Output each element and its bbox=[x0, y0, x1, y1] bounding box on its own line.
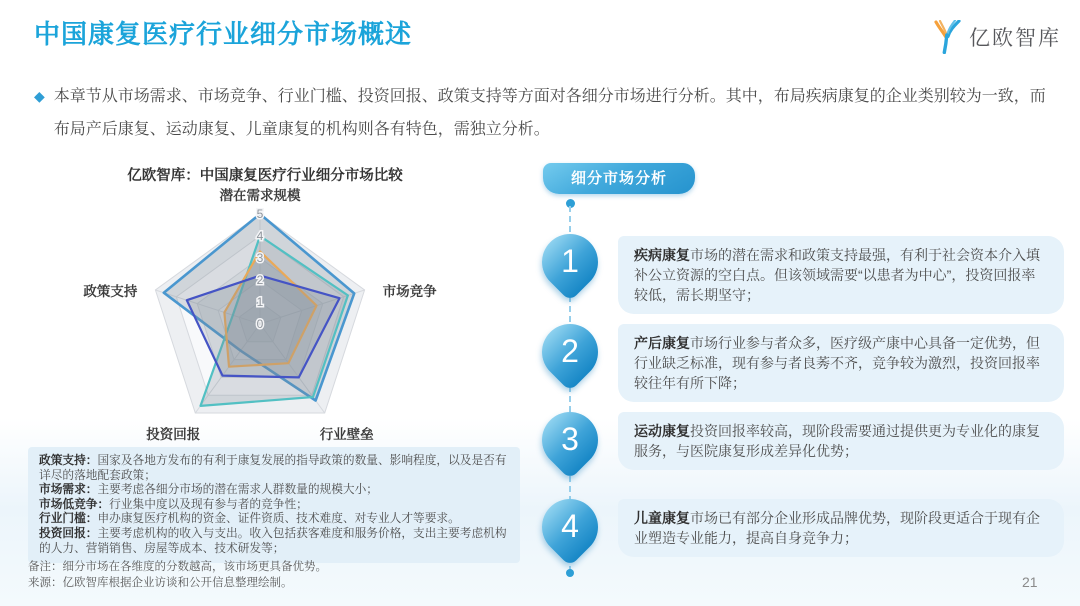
svg-text:5: 5 bbox=[256, 207, 264, 221]
analysis-card-3 bbox=[618, 412, 1064, 470]
radar-chart bbox=[58, 184, 468, 452]
svg-text:潜在需求规模: 潜在需求规模 bbox=[219, 188, 301, 203]
step-number-2: 2 bbox=[530, 312, 609, 391]
page-number: 21 bbox=[1022, 574, 1038, 590]
definition-line: 市场低竞争：行业集中度以及现有参与者的竞争性； bbox=[39, 497, 308, 511]
diamond-bullet-icon: ◆ bbox=[34, 88, 45, 104]
intro-text: 本章节从市场需求、市场竞争、行业门槛、投资回报、政策支持等方面对各细分市场进行分析。其中，布局疾病康复的企业类别较为一致，而布局产后康复、运动康复、儿童康复的机构则各有特色，需独立分析。 bbox=[53, 88, 1046, 138]
definition-line: 投资回报：主要考虑机构的收入与支出。收入包括获客难度和服务价格，支出主要考虑机构的人力、营销销售、房屋等成本、技术研发等； bbox=[39, 526, 507, 555]
definition-line: 政策支持：国家及各地方发布的有利于康复发展的指导政策的数量、影响程度，以及是否有详尽的落地配套政策； bbox=[39, 454, 507, 482]
analysis-text: 产后康复市场行业参与者众多，医疗级产康中心具备一定优势，但行业缺乏标准，现有参与者良莠不齐，竞争较为激烈，投资回报率较往年有所下降； bbox=[634, 335, 1040, 391]
brand-logo bbox=[932, 20, 1061, 54]
remark-note: 备注：细分市场在各维度的分数越高，该市场更具备优势。 bbox=[28, 561, 327, 573]
logo-text: 亿欧智库 bbox=[969, 27, 1061, 50]
logo-y-icon bbox=[932, 20, 962, 54]
intro-paragraph bbox=[34, 80, 1046, 146]
analysis-text: 疾病康复市场的潜在需求和政策支持最强，有利于社会资本介入填补公立资源的空白点。但该领域需要“以患者为中心”，投资回报率较低，需长期坚守； bbox=[634, 247, 1040, 303]
page-title: 中国康复医疗行业细分市场概述 bbox=[34, 19, 413, 49]
analysis-text: 儿童康复市场已有部分企业形成品牌优势，现阶段更适合于现有企业塑造专业能力，提高自身竞争力； bbox=[634, 510, 1040, 546]
analysis-card-1 bbox=[618, 236, 1064, 314]
analysis-card-2 bbox=[618, 324, 1064, 402]
svg-text:政策支持: 政策支持 bbox=[83, 284, 138, 299]
svg-text:2: 2 bbox=[256, 273, 264, 287]
svg-text:行业壁垒: 行业壁垒 bbox=[319, 427, 374, 442]
source-note: 来源：亿欧智库根据企业访谈和公开信息整理绘制。 bbox=[28, 577, 293, 589]
analysis-text: 运动康复投资回报率较高，现阶段需要通过提供更为专业化的康复服务，与医院康复形成差异化优势； bbox=[634, 423, 1040, 459]
chart-title: 亿欧智库：中国康复医疗行业细分市场比较 bbox=[127, 168, 403, 184]
svg-text:0: 0 bbox=[256, 317, 264, 331]
svg-text:1: 1 bbox=[256, 295, 264, 309]
analysis-header-badge: 细分市场分析 bbox=[543, 163, 695, 194]
step-number-3: 3 bbox=[530, 400, 609, 479]
step-number-1: 1 bbox=[530, 222, 609, 301]
svg-text:4: 4 bbox=[256, 229, 264, 243]
timeline-end-dot bbox=[566, 569, 574, 577]
definition-line: 市场需求：主要考虑各细分市场的潜在需求人群数量的规模大小； bbox=[39, 483, 378, 497]
step-number-4: 4 bbox=[530, 487, 609, 566]
analysis-card-4 bbox=[618, 499, 1064, 557]
svg-text:3: 3 bbox=[256, 251, 264, 265]
definition-line: 行业门槛：申办康复医疗机构的资金、证件资质、技术难度、对专业人才等要求。 bbox=[39, 512, 460, 526]
svg-text:投资回报: 投资回报 bbox=[146, 427, 201, 442]
dimension-definitions-box bbox=[28, 447, 520, 563]
svg-text:市场竞争: 市场竞争 bbox=[382, 284, 437, 299]
